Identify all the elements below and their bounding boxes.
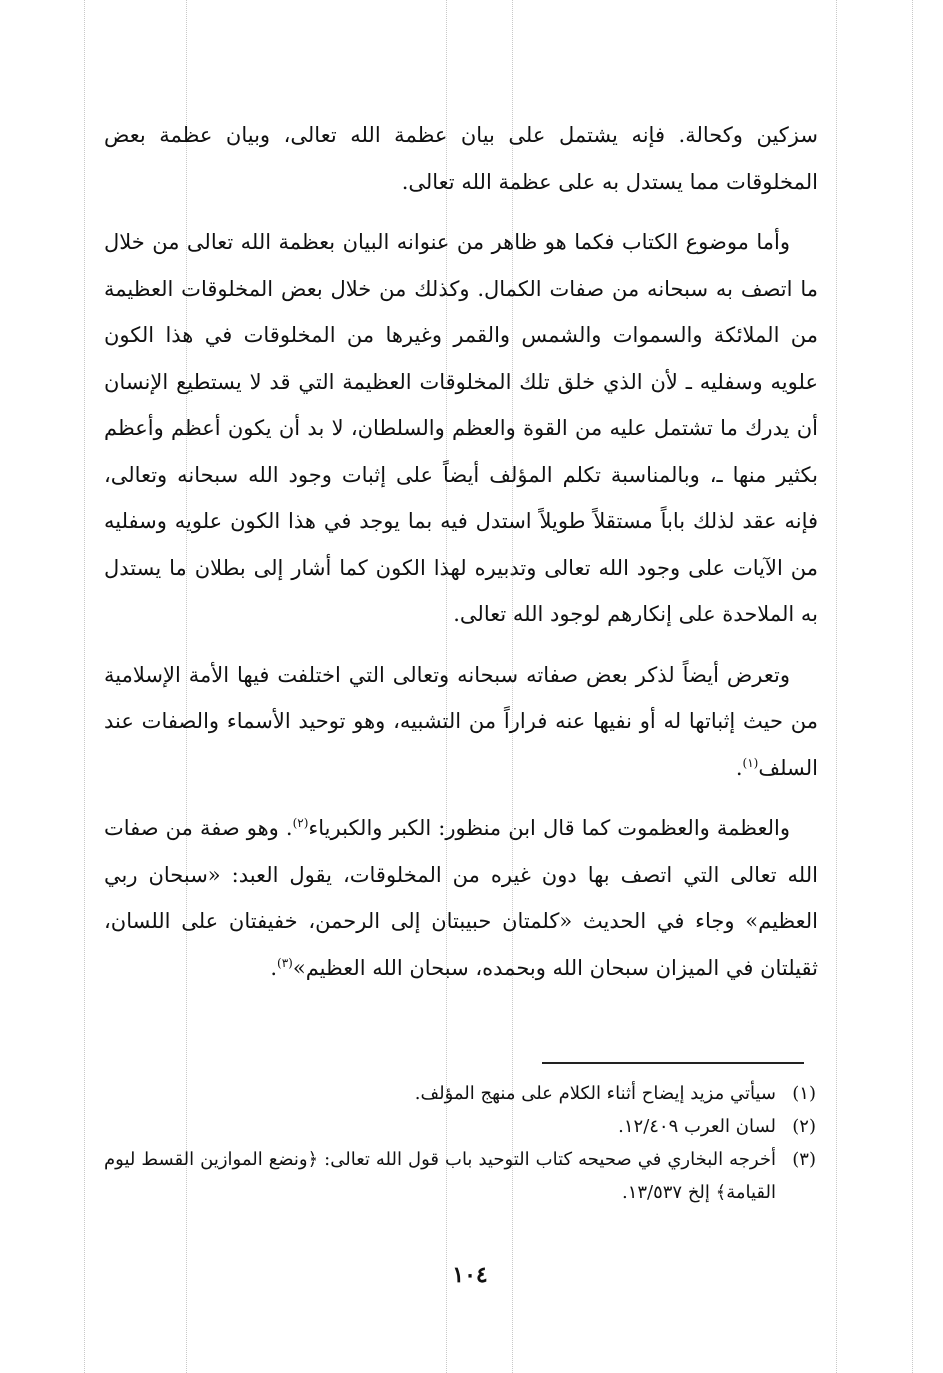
- paragraph-text: وهو صفة من صفات الله تعالى التي اتصف بها دون غيره من المخلوقات، يقول العبد: «سبحان ربي العظيم» وجاء في الحديث «كلمتان حبيبتان إلى الرحمن، خفيفتان على اللسان، ثقيلتان في الميزان سبحان الله وبحمده، سبحان الله العظيم»: [104, 816, 818, 980]
- footnote: [104, 1077, 816, 1110]
- footnote: [104, 1143, 816, 1209]
- main-text: [104, 112, 818, 1005]
- footnote-number: (٣): [792, 1149, 816, 1170]
- paragraph: [104, 805, 818, 991]
- sentence-end: .: [735, 755, 743, 780]
- footnote-text: أخرجه البخاري في صحيحه كتاب التوحيد باب قول الله تعالى: ﴿ونضع الموازين القسط ليوم القيامة﴾ إلخ ١٣/٥٣٧.: [104, 1149, 776, 1203]
- sentence-end: .: [285, 816, 293, 840]
- scan-guide-line: [84, 0, 85, 1373]
- paragraph: [104, 652, 818, 792]
- paragraph: [104, 112, 818, 205]
- footnote-number: (٢): [792, 1116, 816, 1137]
- footnote-number: (١): [792, 1083, 816, 1104]
- paragraph-text: والعظمة والعظموت كما قال ابن منظور: الكبر والكبرياء: [308, 816, 790, 840]
- paragraph-text: وتعرض أيضاً لذكر بعض صفاته سبحانه وتعالى التي اختلفت فيها الأمة الإسلامية من حيث إثباتها له أو نفيها عنه فراراً من التشبيه، وهو توحيد الأسماء والصفات عند السلف: [104, 662, 818, 780]
- footnote-text: سيأتي مزيد إيضاح أثناء الكلام على منهج المؤلف.: [414, 1083, 776, 1104]
- footnotes: [104, 1077, 816, 1209]
- page-number: ١٠٤: [452, 1262, 488, 1288]
- footnote-marker: (٣): [277, 955, 293, 970]
- footnote-marker: (٢): [292, 816, 309, 830]
- paragraph-text: سزكين وكحالة. فإنه يشتمل على بيان عظمة الله تعالى، وبيان عظمة بعض المخلوقات مما يستدل به على عظمة الله تعالى.: [104, 123, 818, 194]
- paragraph-text: وأما موضوع الكتاب فكما هو ظاهر من عنوانه البيان بعظمة الله تعالى من خلال ما اتصف به سبحانه من صفات الكمال. وكذلك من خلال بعض المخلوقات العظيمة من الملائكة والسموات والشمس والقمر وغيرها من المخلوقات في هذا الكون علويه وسفليه ـ لأن الذي خلق تلك المخلوقات العظيمة التي قد لا يستطيع الإنسان أن يدرك ما تشتمل عليه من القوة والعظم والسلطان، لا بد أن يكون أعظم وأعظم بكثير منها ـ، وبالمناسبة تكلم المؤلف أيضاً على إثبات وجود الله سبحانه وتعالى، فإنه عقد لذلك باباً مستقلاً طويلاً استدل فيه بما يوجد في هذا الكون علويه وسفليه من الآيات على وجود الله تعالى وتدبيره لهذا الكون كما أشار إلى بطلان ما يستدل به الملاحدة على إنكارهم لوجود الله تعالى.: [104, 230, 818, 626]
- footnote-text: لسان العرب ١٢/٤٠٩.: [618, 1116, 776, 1137]
- paragraph: [104, 219, 818, 638]
- footnote-marker: (١): [742, 755, 759, 770]
- scan-guide-line: [912, 0, 913, 1373]
- scan-guide-line: [836, 0, 837, 1373]
- footnote: [104, 1110, 816, 1143]
- sentence-end: .: [270, 955, 278, 980]
- footnote-separator: [542, 1062, 804, 1064]
